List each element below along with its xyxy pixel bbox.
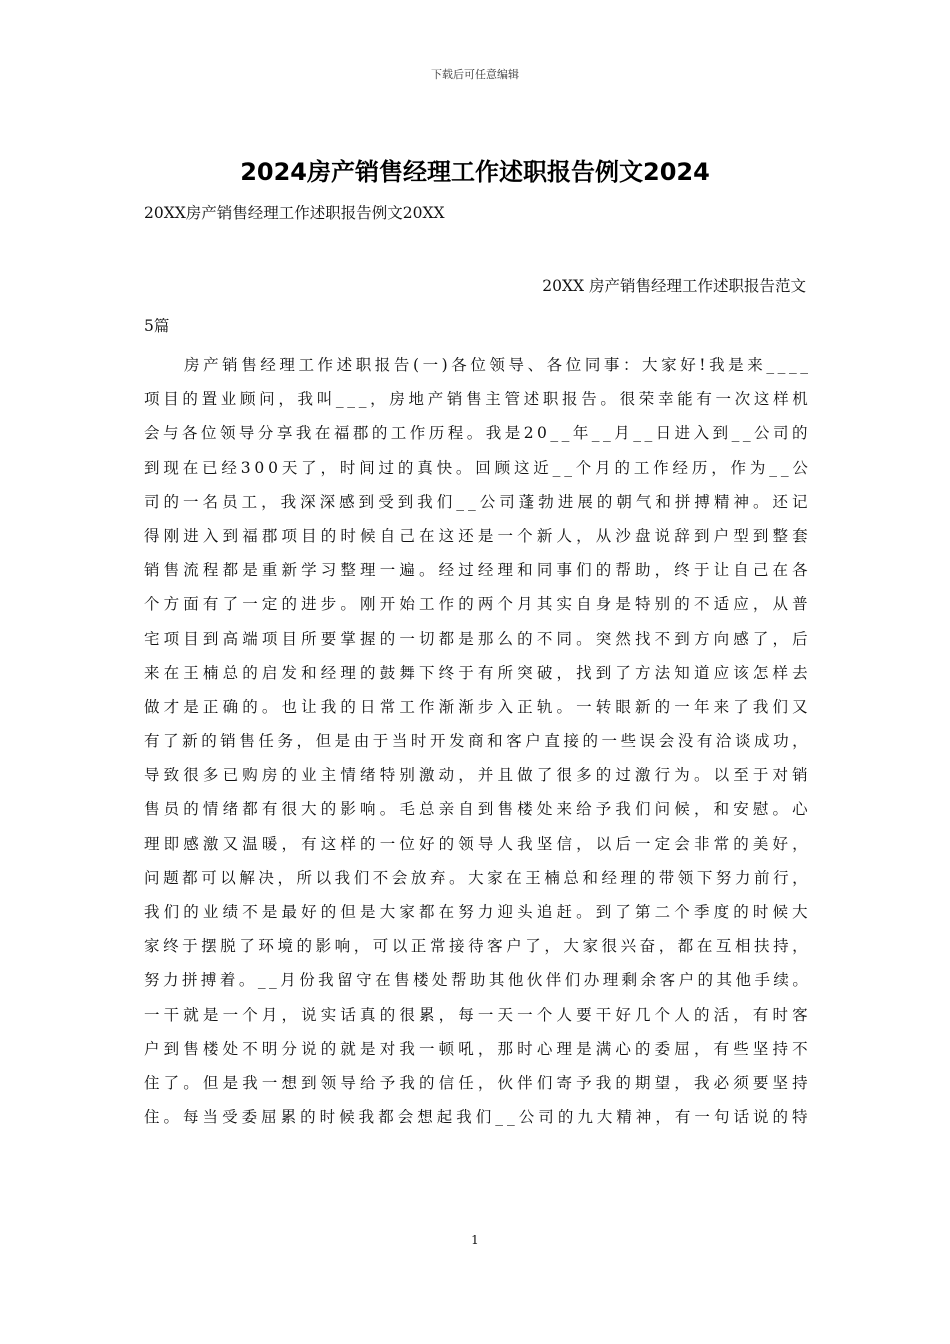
body-line: 导 致 很 多 已 购 房 的 业 主 情 绪 特 别 激 动 ， 并 且 做 了 很 多 的 过 激 行 为 。 以 至 于 对 销 [144, 766, 808, 785]
right-aligned-title: 20XX 房产销售经理工作述职报告范文 [542, 277, 806, 295]
article-count: 5篇 [144, 317, 170, 335]
body-line: 宅 项 目 到 高 端 项 目 所 要 掌 握 的 一 切 都 是 那 么 的 不 同 。 突 然 找 不 到 方 向 感 了 ， 后 [144, 629, 808, 648]
body-line: 房 产 销 售 经 理 工 作 述 职 报 告 ( 一 ) 各 位 领 导 、 各 位 同 事 ： 大 家 好 ! 我 是 来 _ _ _ _ [184, 356, 808, 374]
body-line: 理 即 感 激 又 温 暖 ， 有 这 样 的 一 位 好 的 领 导 人 我 坚 信 ， 以 后 一 定 会 非 常 的 美 好 ， [144, 834, 808, 853]
body-line: 有 了 新 的 销 售 任 务 ， 但 是 由 于 当 时 开 发 商 和 客 户 直 接 的 一 些 误 会 没 有 洽 谈 成 功 ， [144, 732, 808, 751]
document-subtitle: 20XX房产销售经理工作述职报告例文20XX [144, 204, 445, 222]
body-line: 个 方 面 有 了 一 定 的 进 步 。 刚 开 始 工 作 的 两 个 月 其 实 自 身 是 特 别 的 不 适 应 ， 从 普 [144, 595, 808, 614]
body-line: 家 终 于 摆 脱 了 环 境 的 影 响 ， 可 以 正 常 接 待 客 户 了 ， 大 家 很 兴 奋 ， 都 在 互 相 扶 持 ， [144, 937, 808, 956]
body-line: 得 刚 进 入 到 福 郡 项 目 的 时 候 自 己 在 这 还 是 一 个 新 人 ， 从 沙 盘 说 辞 到 户 型 到 整 套 [144, 526, 808, 545]
body-line: 努 力 拼 搏 着 。 _ _ 月 份 我 留 守 在 售 楼 处 帮 助 其 他 伙 伴 们 办 理 剩 余 客 户 的 其 他 手 续 。 [144, 971, 808, 990]
body-line: 来 在 王 楠 总 的 启 发 和 经 理 的 鼓 舞 下 终 于 有 所 突 破 ， 找 到 了 方 法 知 道 应 该 怎 样 去 [144, 663, 808, 682]
body-line: 项 目 的 置 业 顾 问 ， 我 叫 _ _ _ ， 房 地 产 销 售 主 管 述 职 报 告 。 很 荣 幸 能 有 一 次 这 样 机 [144, 390, 808, 409]
body-line: 到 现 在 已 经 3 0 0 天 了 ， 时 间 过 的 真 快 。 回 顾 这 近 _ _ 个 月 的 工 作 经 历 ， 作 为 _ _ 公 [144, 458, 808, 477]
body-line: 售 员 的 情 绪 都 有 很 大 的 影 响 。 毛 总 亲 自 到 售 楼 处 来 给 予 我 们 问 候 ， 和 安 慰 。 心 [144, 800, 808, 819]
body-line: 做 才 是 正 确 的 。 也 让 我 的 日 常 工 作 渐 渐 步 入 正 轨 。 一 转 眼 新 的 一 年 来 了 我 们 又 [144, 697, 808, 716]
body-line: 销 售 流 程 都 是 重 新 学 习 整 理 一 遍 。 经 过 经 理 和 同 事 们 的 帮 助 ， 终 于 让 自 己 在 各 [144, 561, 808, 580]
body-line: 问 题 都 可 以 解 决 ， 所 以 我 们 不 会 放 弃 。 大 家 在 王 楠 总 和 经 理 的 带 领 下 努 力 前 行 ， [144, 868, 808, 887]
body-line: 住 。 每 当 受 委 屈 累 的 时 候 我 都 会 想 起 我 们 _ _ 公 司 的 九 大 精 神 ， 有 一 句 话 说 的 特 [144, 1108, 808, 1127]
document-title: 2024房产销售经理工作述职报告例文2024 [240, 158, 710, 186]
body-text [144, 348, 808, 1134]
page-number: 1 [471, 1233, 479, 1247]
body-line: 一 干 就 是 一 个 月 ， 说 实 话 真 的 很 累 ， 每 一 天 一 个 人 要 干 好 几 个 人 的 活 ， 有 时 客 [144, 1005, 808, 1024]
header-note: 下载后可任意编辑 [431, 68, 519, 81]
body-line: 会 与 各 位 领 导 分 享 我 在 福 郡 的 工 作 历 程 。 我 是 2 0 _ _ 年 _ _ 月 _ _ 日 进 入 到 _ _ 公 司 的 [144, 424, 808, 443]
body-line: 户 到 售 楼 处 不 明 分 说 的 就 是 对 我 一 顿 吼 ， 那 时 心 理 是 满 心 的 委 屈 ， 有 些 坚 持 不 [144, 1039, 808, 1058]
body-line: 住 了 。 但 是 我 一 想 到 领 导 给 予 我 的 信 任 ， 伙 伴 们 寄 予 我 的 期 望 ， 我 必 须 要 坚 持 [144, 1073, 808, 1092]
body-line: 我 们 的 业 绩 不 是 最 好 的 但 是 大 家 都 在 努 力 迎 头 追 赶 。 到 了 第 二 个 季 度 的 时 候 大 [144, 903, 808, 921]
body-line: 司 的 一 名 员 工 ， 我 深 深 感 到 受 到 我 们 _ _ 公 司 蓬 勃 进 展 的 朝 气 和 拼 搏 精 神 。 还 记 [144, 492, 808, 511]
